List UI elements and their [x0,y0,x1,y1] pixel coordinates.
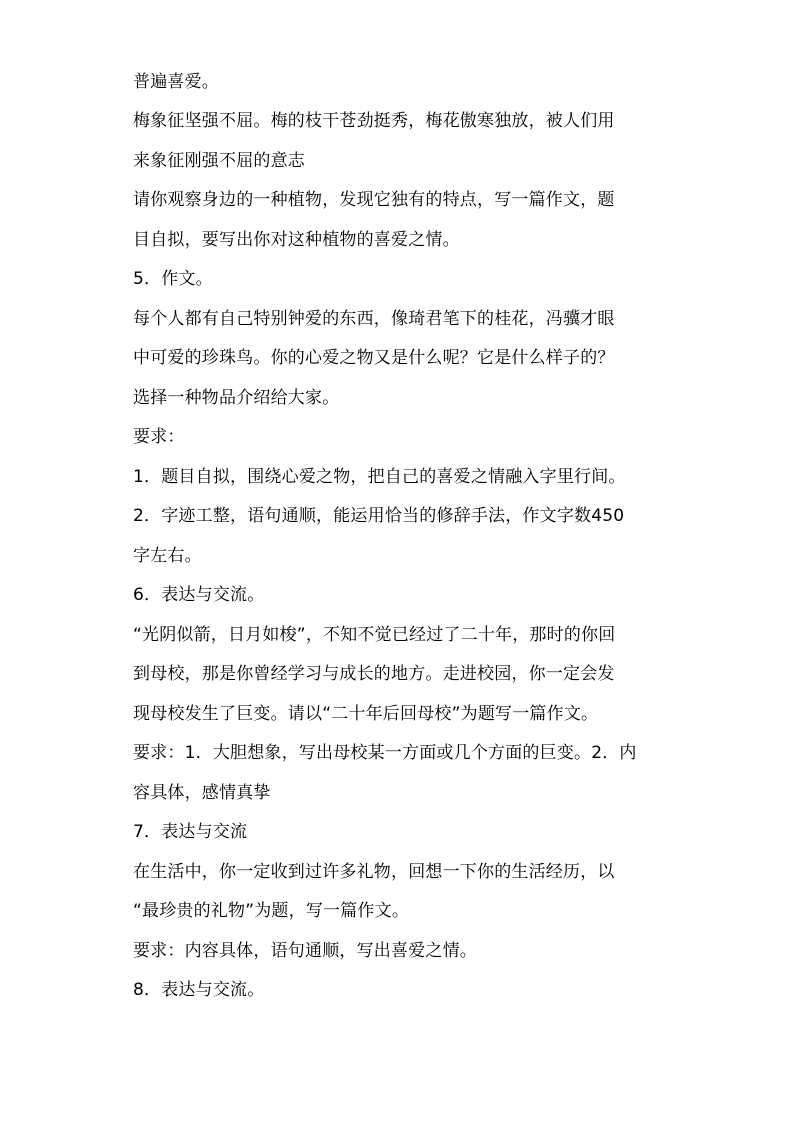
text-line: 容具体，感情真挚 [133,783,271,803]
text-line: 普遍喜爱。 [133,72,219,92]
text-line: 字左右。 [133,546,202,566]
text-line: 要求：1．大胆想象，写出母校某一方面或几个方面的巨变。2．内 [133,743,637,763]
text-line: 在生活中，你一定收到过许多礼物，回想一下你的生活经历，以 [133,862,615,882]
text-line: 1．题目自拟，围绕心爱之物，把自己的喜爱之情融入字里行间。 [133,467,626,487]
section-heading: 5．作文。 [133,269,213,289]
text-line: 每个人都有自己特别钟爱的东西，像琦君笔下的桂花，冯骥才眼 [133,309,615,329]
section-heading: 7．表达与交流 [133,822,248,842]
text-line: 现母校发生了巨变。请以“二十年后回母校”为题写一篇作文。 [133,704,599,724]
section-heading: 8．表达与交流。 [133,980,265,1000]
text-line: 到母校，那是你曾经学习与成长的地方。走进校园，你一定会发 [133,664,615,684]
text-line: 梅象征坚强不屈。梅的枝干苍劲挺秀，梅花傲寒独放，被人们用 [133,111,615,131]
text-line: 目自拟，要写出你对这种植物的喜爱之情。 [133,230,460,250]
text-line: 来象征刚强不屈的意志 [133,151,305,171]
section-heading: 6．表达与交流。 [133,585,265,605]
text-line: 要求： [133,427,185,447]
text-line: 2．字迹工整，语句通顺，能运用恰当的修辞手法，作文字数450 [133,506,625,526]
text-line: 请你观察身边的一种植物，发现它独有的特点，写一篇作文，题 [133,190,615,210]
text-line: 选择一种物品介绍给大家。 [133,388,340,408]
text-line: “最珍贵的礼物”为题，写一篇作文。 [133,901,410,921]
text-line: 要求：内容具体，语句通顺，写出喜爱之情。 [133,941,477,961]
text-line: “光阴似箭，日月如梭”，不知不觉已经过了二十年，那时的你回 [133,625,616,645]
text-line: 中可爱的珍珠鸟。你的心爱之物又是什么呢？它是什么样子的？ [133,348,615,368]
